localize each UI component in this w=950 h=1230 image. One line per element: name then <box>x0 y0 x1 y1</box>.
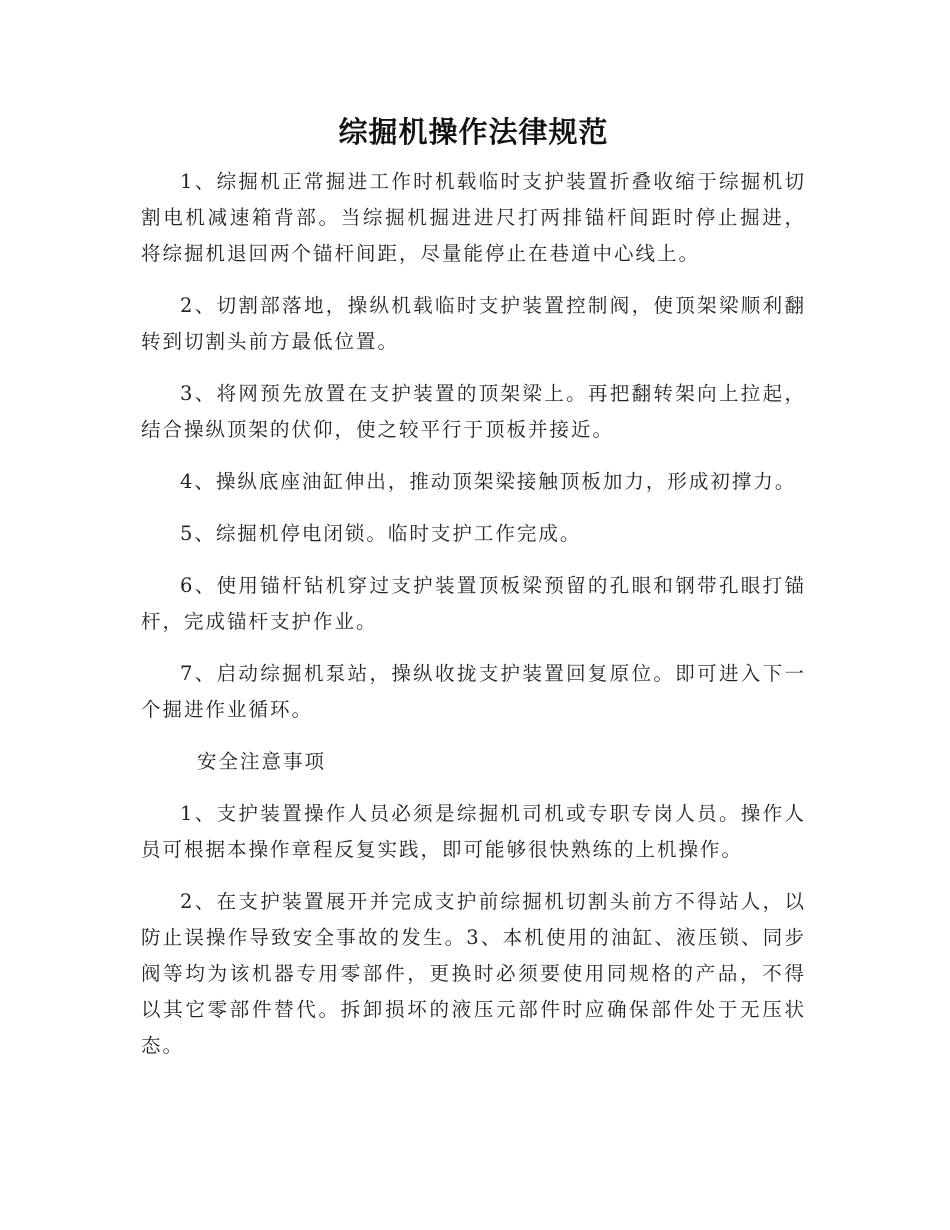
paragraph-5: 5、综掘机停电闭锁。临时支护工作完成。 <box>180 522 582 545</box>
paragraph-1: 1、综掘机正常掘进工作时机载临时支护装置折叠收缩于综掘机切割电机减速箱背部。当综掘机掘进进尺打两排锚杆间距时停止掘进，将综掘机退回两个锚杆间距，尽量能停止在巷道中心线上。 <box>141 170 806 265</box>
safety-paragraph-2: 2、在支护装置展开并完成支护前综掘机切割头前方不得站人，以防止误操作导致安全事故的发生。3、本机使用的油缸、液压锁、同步阀等均为该机器专用零部件，更换时必须要使用同规格的产品，不得以其它零部件替代。拆卸损坏的液压元部件时应确保部件处于无压状态。 <box>141 890 806 1057</box>
paragraph-2: 2、切割部落地，操纵机载临时支护装置控制阀，使顶架梁顺利翻转到切割头前方最低位置。 <box>141 294 806 353</box>
safety-paragraph-1: 1、支护装置操作人员必须是综掘机司机或专职专岗人员。操作人员可根据本操作章程反复实践，即可能够很快熟练的上机操作。 <box>141 802 806 861</box>
document-title: 综掘机操作法律规范 <box>338 115 609 149</box>
paragraph-3: 3、将网预先放置在支护装置的顶架梁上。再把翻转架向上拉起，结合操纵顶架的伏仰，使之较平行于顶板并接近。 <box>141 382 806 441</box>
paragraph-7: 7、启动综掘机泵站，操纵收拢支护装置回复原位。即可进入下一个掘进作业循环。 <box>141 662 806 721</box>
paragraph-4: 4、操纵底座油缸伸出，推动顶架梁接触顶板加力，形成初撑力。 <box>180 470 797 493</box>
document-body <box>141 110 806 1080</box>
safety-heading: 安全注意事项 <box>197 750 327 773</box>
paragraph-6: 6、使用锚杆钻机穿过支护装置顶板梁预留的孔眼和钢带孔眼打锚杆，完成锚杆支护作业。 <box>141 574 806 633</box>
